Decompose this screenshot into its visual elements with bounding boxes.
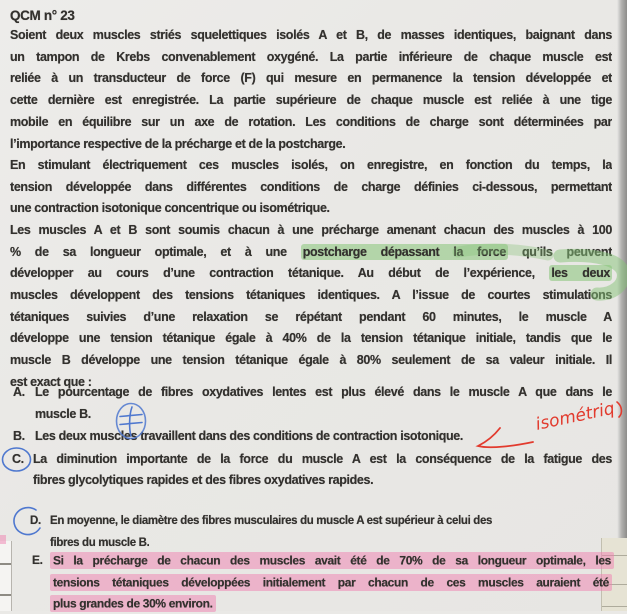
para3-line3: développer au cours d’une contraction tétanique. Au début de l’expérience, les deux — [10, 266, 610, 280]
option-A-line1: Le pourcentage de fibres oxydatives lentes est plus élevé dans le muscle A que dans le — [35, 385, 612, 399]
edge-rule — [0, 594, 11, 596]
para1-line2: un tampon de Krebs convenablement oxygéné. La partie inférieure de chaque muscle est — [10, 50, 612, 64]
option-letter-D: D. — [30, 515, 41, 527]
para2-line1: En stimulant électriquement ces muscles isolés, on enregistre, en fonction du temps, la — [10, 158, 612, 172]
para3-line7: muscle B développe une tension tétanique égale à 80% seulement de sa valeur initiale. Il — [10, 353, 612, 367]
para1-line1: Soient deux muscles striés squelettiques isolés A et B, de masses identiques, baignant dans — [10, 28, 612, 42]
option-D-line1: En moyenne, le diamètre des fibres musculaires du muscle A est supérieur à celui des — [50, 515, 493, 527]
option-C-line1: La diminution importante de la force du muscle A est la conséquence de la fatigue des — [33, 452, 612, 466]
para3-line1: Les muscles A et B sont soumis chacun à une précharge amenant chacun des muscles à 100 — [10, 223, 612, 237]
table-rule — [602, 606, 627, 607]
red-handwriting: isométriq — [533, 398, 617, 435]
option-letter-B: B. — [13, 429, 25, 443]
para1-line6: l’importance respective de la précharge et de la postcharge. — [10, 137, 346, 151]
option-A-line2: muscle B. — [35, 407, 91, 421]
para3-line5: tétaniques suivies d’une relaxation se répétant pendant 60 minutes, le muscle A — [10, 310, 612, 324]
para3-line4: muscles développent des tensions tétaniques identiques. A l’issue de courtes stimulations — [10, 288, 612, 302]
photo-edge-right — [617, 0, 627, 540]
option-E-line3: plus grandes de 30% environ. — [50, 595, 216, 614]
option-E-line2: tensions tétaniques développées initialement par chacun de ces muscles auraient été — [50, 574, 612, 593]
edge-rule — [0, 563, 11, 565]
para3-line6: développe une tension tétanique égale à 40% de la tension tétanique initiale, tandis que le — [10, 331, 612, 345]
para3-line8: est exact que : — [10, 375, 92, 389]
para2-line2: tension développée dans différentes conditions de charge définies ci-dessous, permettant — [10, 180, 612, 194]
option-letter-A: A. — [13, 385, 25, 399]
para1-line5: mobile en équilibre sur un axe de rotation. Les conditions de charge sont déterminées par — [10, 115, 612, 129]
pink-highlight-smudge — [0, 535, 6, 544]
red-strike-isotonique — [478, 428, 533, 447]
para3-line2: % de sa longueur optimale, et à une postcharge dépassant la force qu’ils peuvent — [10, 245, 612, 259]
page-edge-left — [0, 541, 12, 611]
para1-line3: reliée à un transducteur de force (F) qui mesure en permanence la tension développée et — [10, 71, 612, 85]
option-B-line1: Les deux muscles travaillent dans des conditions de contraction isotonique. — [35, 429, 464, 443]
option-letter-E: E. — [32, 553, 43, 567]
option-D-line2: fibres du muscle B. — [50, 537, 150, 549]
option-E-line1: Si la précharge de chacun des muscles avait été de 70% de sa longueur optimale, les — [50, 552, 614, 571]
para1-line4: cette dernière est enregistrée. La partie supérieure de chaque muscle est reliée à une tige — [10, 93, 612, 107]
option-letter-C: C. — [12, 452, 24, 466]
page-title: QCM n° 23 — [10, 8, 75, 23]
option-C-line2: fibres glycolytiques rapides et des fibres oxydatives rapides. — [33, 473, 374, 487]
para2-line3: une contraction isotonique concentrique ou isométrique. — [10, 201, 330, 215]
